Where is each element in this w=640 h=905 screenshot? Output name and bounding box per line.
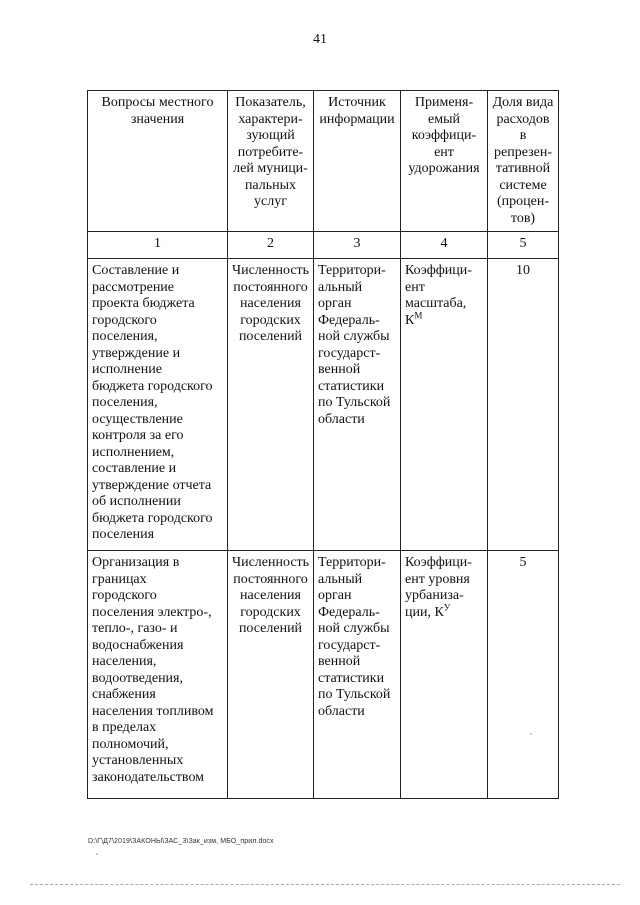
text-line: поселения, <box>92 329 158 344</box>
header-line: характери- <box>238 111 303 127</box>
header-line: (процен- <box>496 194 549 209</box>
text-line: альный <box>318 279 363 295</box>
text-line: законодательством <box>92 769 205 785</box>
header-line: тов) <box>510 210 536 226</box>
table-row <box>88 551 559 799</box>
scan-speck <box>96 853 98 855</box>
header-line: репрезен- <box>494 144 552 160</box>
text-line: населения топливом <box>92 703 214 719</box>
text-line: снабжения <box>92 687 156 702</box>
column-number: 3 <box>314 232 401 259</box>
header-line: тативной <box>495 161 551 176</box>
text-line: поселений <box>238 329 303 344</box>
text-line: Организация в <box>92 555 180 570</box>
text-line: населения <box>240 588 301 603</box>
column-number: 5 <box>488 232 559 259</box>
issue-cell <box>88 551 228 799</box>
header-line: ент <box>434 144 454 160</box>
text-line: Территори- <box>318 263 386 278</box>
text-line: орган <box>318 296 352 311</box>
header-issue <box>88 91 228 232</box>
text-line: ной службы <box>318 621 390 636</box>
text-line: Территори- <box>318 555 386 570</box>
text-line: по Тульской <box>318 687 391 702</box>
header-line: Источник <box>328 95 386 110</box>
header-share <box>488 91 559 232</box>
text-line: утверждение отчета <box>92 477 212 493</box>
coefficient-superscript: У <box>443 601 451 612</box>
text-line: Федераль- <box>318 312 380 328</box>
column-number: 4 <box>401 232 488 259</box>
text-line: статистики <box>318 378 385 394</box>
text-line: бюджета городского <box>92 378 213 394</box>
header-indicator <box>228 91 314 232</box>
coefficient-cell <box>401 551 488 799</box>
share-cell: 5 <box>488 551 559 799</box>
page-number: 41 <box>313 32 327 47</box>
text-line: рассмотрение <box>92 279 175 295</box>
header-line: системе <box>499 177 547 193</box>
text-line: венной <box>318 362 361 377</box>
text-line: Составление и <box>92 263 180 278</box>
text-line: исполнением, <box>92 444 175 460</box>
text-line: осуществление <box>92 411 183 427</box>
text-line: поселения, <box>92 395 158 410</box>
text-line: Федераль- <box>318 604 380 620</box>
text-line: постоянного <box>233 279 308 295</box>
share-cell: 10 <box>488 259 559 551</box>
column-number: 1 <box>88 232 228 259</box>
text-line: городского <box>92 588 157 603</box>
header-line: потребите- <box>237 144 304 160</box>
header-line: услуг <box>254 194 287 209</box>
text-line: проекта бюджета <box>92 296 195 311</box>
text-line: городских <box>240 604 301 620</box>
text-line: населения <box>240 296 301 311</box>
text-line: городского <box>92 312 157 328</box>
header-line: удорожания <box>408 161 480 176</box>
text-line: полномочий, <box>92 736 169 752</box>
footer-file-path: D:\Г\Д7\2019\ЗАКОНЫ\ЗАС_3\Зак_изм, МБО_прил.docx <box>88 838 274 845</box>
indicator-cell <box>228 551 314 799</box>
coefficient-text <box>405 263 483 313</box>
text-line: в пределах <box>92 720 157 735</box>
text-line: ент уровня <box>405 571 470 587</box>
header-line: расходов в <box>496 111 550 143</box>
text-line: утверждение и <box>92 345 181 361</box>
text-line: поселения электро-, <box>92 604 212 620</box>
text-line: постоянного <box>233 571 308 587</box>
header-line: информации <box>319 111 395 127</box>
issue-cell <box>88 259 228 551</box>
coefficient-text <box>405 555 483 605</box>
text-line: области <box>318 411 365 427</box>
header-line: зующий <box>246 128 295 143</box>
text-line: населения, <box>92 654 157 669</box>
header-line: значения <box>130 111 185 127</box>
text-line: ной службы <box>318 329 390 344</box>
coefficient-cell <box>401 259 488 551</box>
text-line: масштаба, <box>405 296 467 311</box>
text-line: венной <box>318 654 361 669</box>
header-coefficient <box>401 91 488 232</box>
text-line: исполнение <box>92 362 162 377</box>
header-line: лей муници- <box>233 161 308 176</box>
header-line: Доля вида <box>492 95 554 110</box>
text-line: государст- <box>318 637 381 653</box>
text-line: городских <box>240 312 301 328</box>
header-source <box>314 91 401 232</box>
header-line: пальных <box>244 177 297 193</box>
text-line: составление и <box>92 461 177 476</box>
text-line: Численность <box>232 555 310 570</box>
text-line: тепло-, газо- и <box>92 621 178 636</box>
text-line: Численность <box>232 263 310 278</box>
header-line: емый <box>428 111 460 127</box>
coefficient-superscript: М <box>414 309 423 320</box>
header-line: Показатель, <box>235 95 306 110</box>
text-line: установленных <box>92 753 184 768</box>
text-line: области <box>318 703 365 719</box>
allocation-table <box>87 90 559 799</box>
indicator-cell <box>228 259 314 551</box>
header-row <box>88 91 559 232</box>
scan-divider <box>30 884 620 885</box>
text-line: альный <box>318 571 363 587</box>
text-line: поселений <box>238 621 303 636</box>
text-line: поселения <box>92 527 155 542</box>
text-line: урбаниза- <box>405 588 464 603</box>
text-line: Коэффици- <box>405 555 472 570</box>
text-line: водоснабжения <box>92 637 184 653</box>
text-line: контроля за его <box>92 428 184 443</box>
text-line: водоотведения, <box>92 670 183 686</box>
text-line: по Тульской <box>318 395 391 410</box>
text-line: границах <box>92 571 147 587</box>
text-line: об исполнении <box>92 494 181 509</box>
text-line: Коэффици- <box>405 263 472 278</box>
text-line: ент <box>405 279 425 295</box>
column-number-row <box>88 232 559 259</box>
coefficient-symbol: ции, К <box>405 604 444 620</box>
header-line: Вопросы местного <box>101 95 214 110</box>
header-line: коэффици- <box>411 128 477 143</box>
coefficient-symbol: К <box>405 312 415 328</box>
source-cell <box>314 259 401 551</box>
source-cell <box>314 551 401 799</box>
scan-speck <box>530 733 532 735</box>
text-line: бюджета городского <box>92 510 213 526</box>
text-line: статистики <box>318 670 385 686</box>
text-line: государст- <box>318 345 381 361</box>
header-line: Применя- <box>414 95 474 110</box>
text-line: орган <box>318 588 352 603</box>
column-number: 2 <box>228 232 314 259</box>
table-row <box>88 259 559 551</box>
